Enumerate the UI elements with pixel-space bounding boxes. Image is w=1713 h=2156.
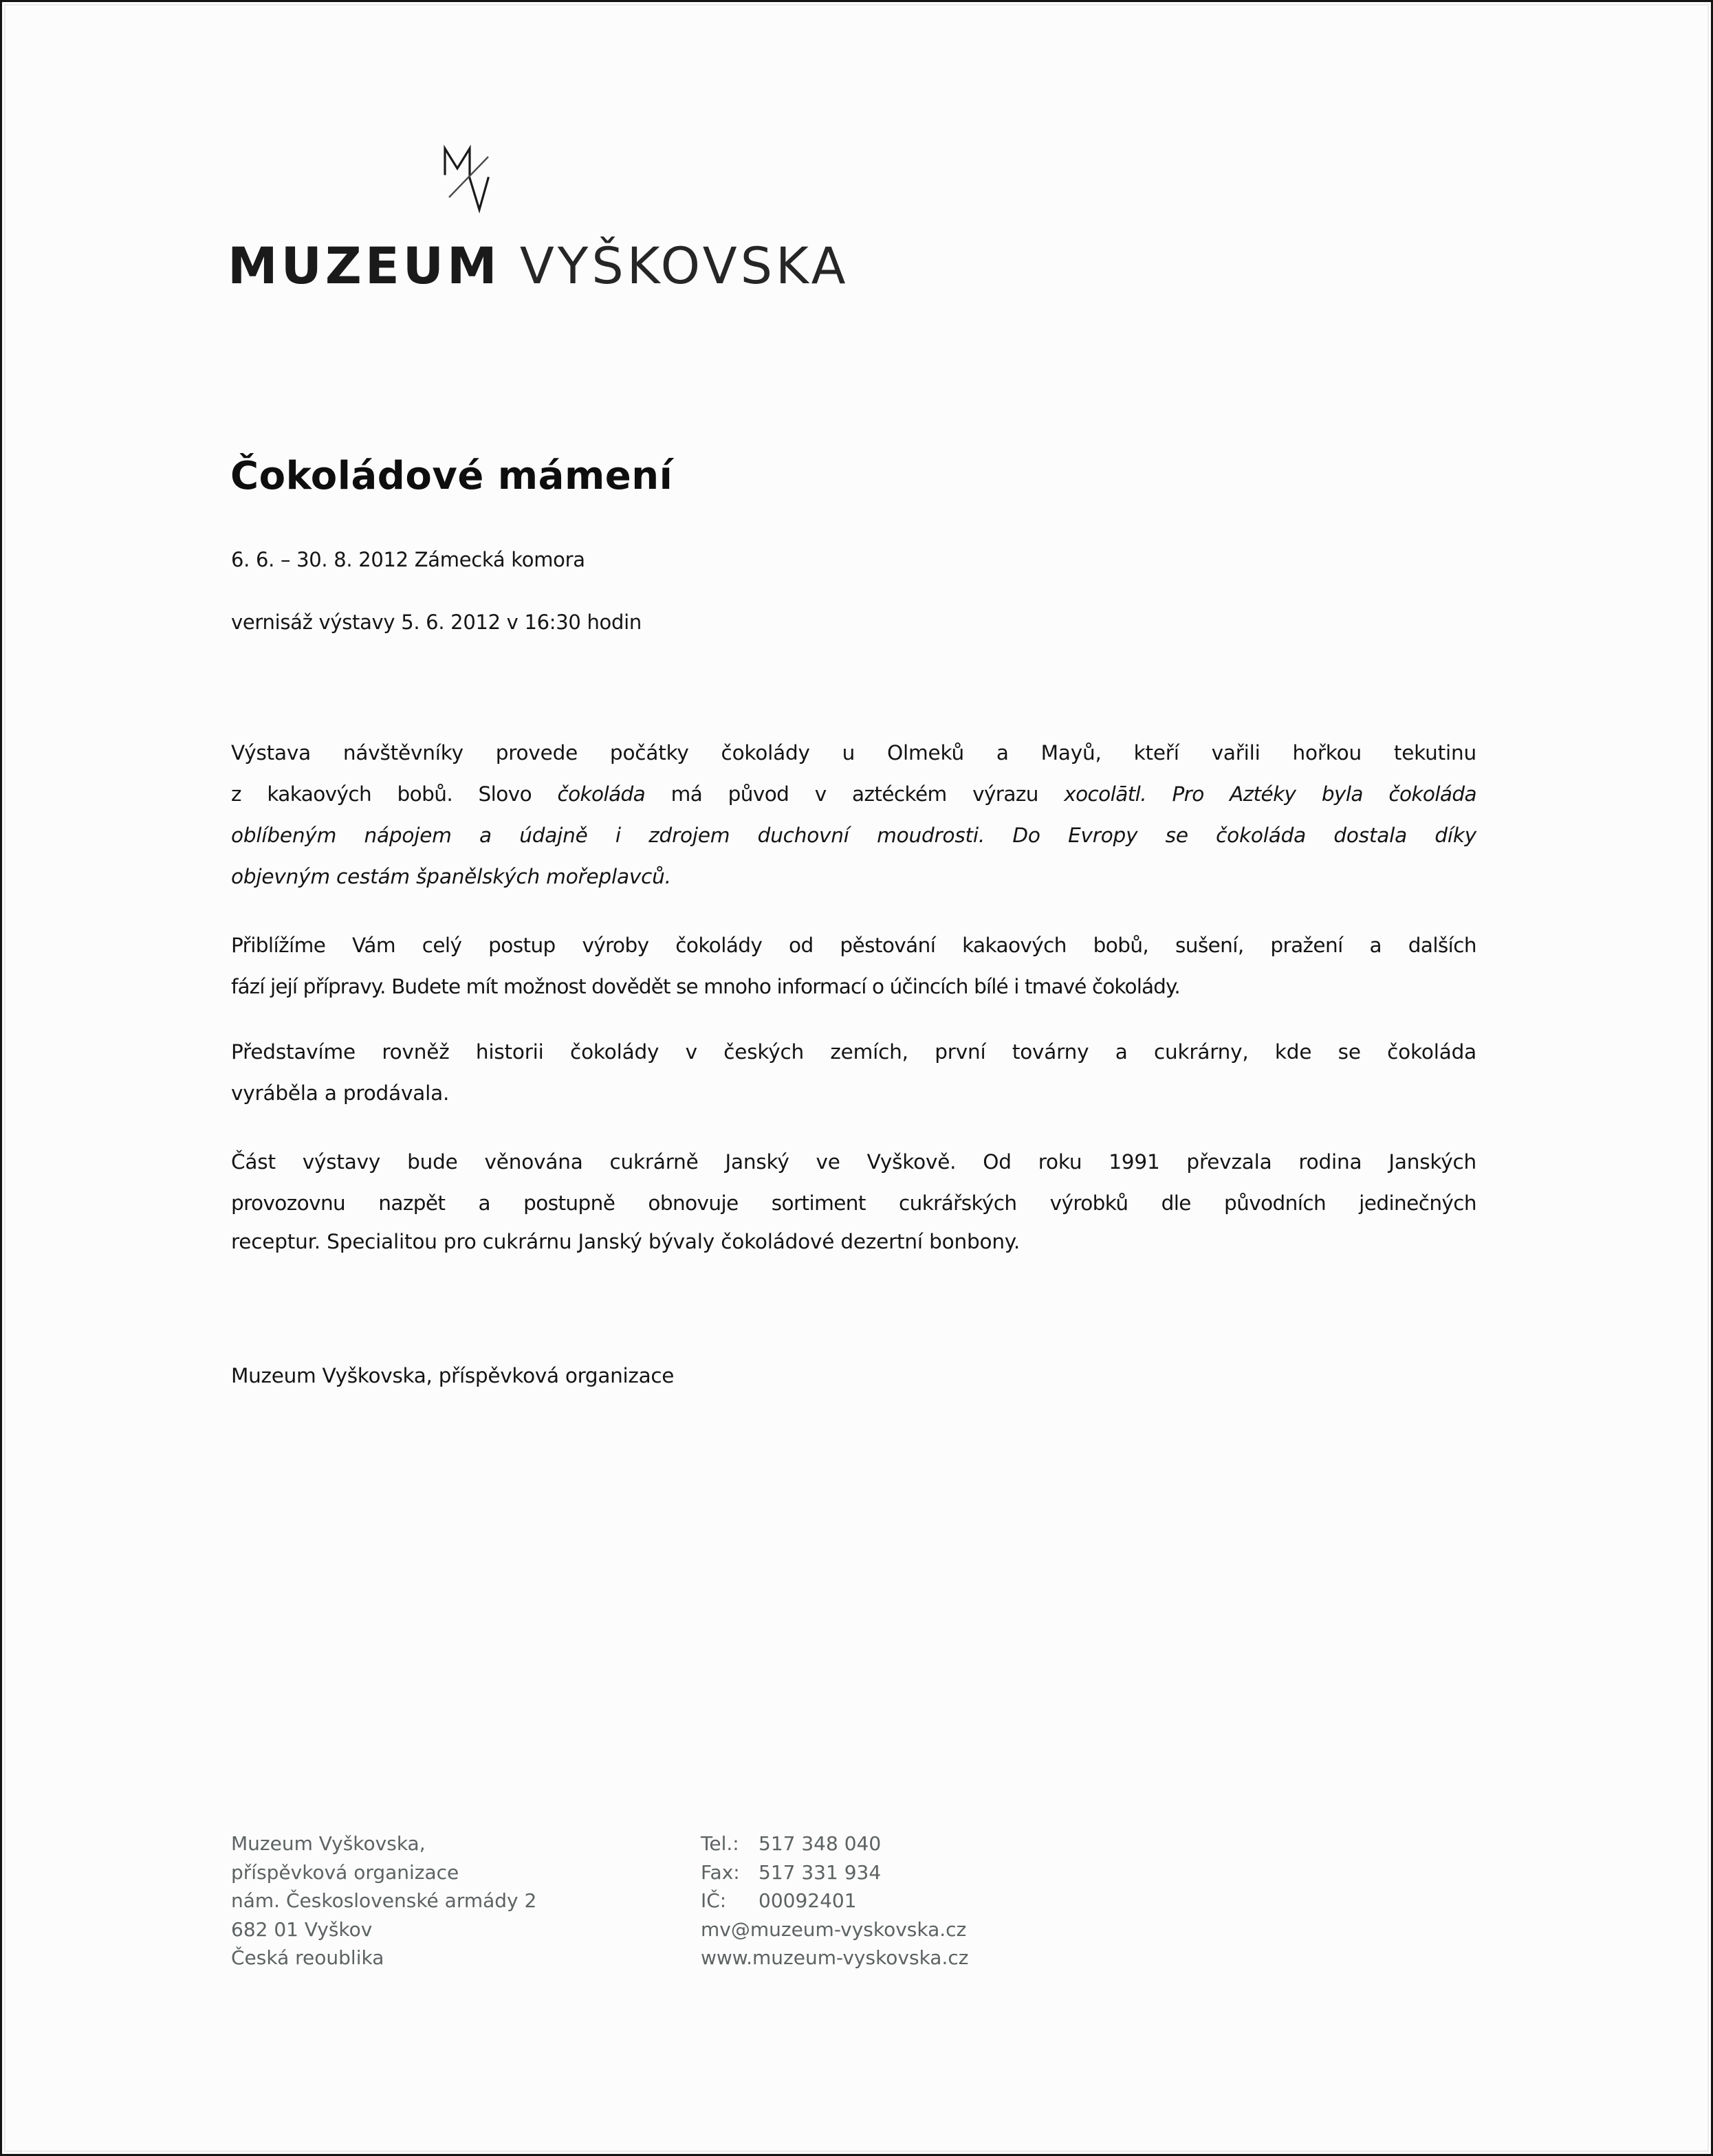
contact-value: 00092401 [759, 1889, 857, 1912]
contact-company-id [701, 1886, 968, 1915]
footer-contacts [701, 1829, 968, 1972]
address-line: Česká reoublika [231, 1946, 384, 1969]
contact-label: IČ: [701, 1889, 727, 1912]
paragraph-line [231, 856, 1476, 897]
contact-email-link[interactable]: mv@muzeum-vyskovska.cz [701, 1917, 967, 1941]
address-line: příspěvková organizace [231, 1860, 459, 1884]
paragraph-intro [231, 732, 1476, 897]
text-run-italic: čokoláda [557, 782, 646, 806]
paragraph-line: fází její přípravy. Budete mít možnost dovědět se mnoho informací o účincích bílé i tmavé čokolády. [231, 975, 1180, 998]
paragraph-line: vyráběla a prodávala. [231, 1081, 450, 1105]
contact-value: 517 331 934 [759, 1860, 882, 1884]
opening-time: vernisáž výstavy 5. 6. 2012 v 16:30 hodin [231, 610, 642, 634]
contact-fax [701, 1858, 968, 1887]
paragraph-line [231, 773, 1476, 815]
museum-logo-monogram-icon [439, 144, 494, 215]
contact-value: 517 348 040 [759, 1832, 882, 1855]
paragraph-line: Část výstavy bude věnována cukrárně Janský ve Vyškově. Od roku 1991 převzala rodina Janských [231, 1150, 1476, 1174]
text-run: z kakaových bobů. Slovo [231, 782, 558, 806]
signature-organization: Muzeum Vyškovska, příspěvková organizace [231, 1364, 675, 1387]
exhibition-dates: 6. 6. – 30. 8. 2012 Zámecká komora [231, 548, 585, 571]
text-run-italic: objevným cestám španělských mořeplavců. [231, 865, 671, 888]
paragraph-jansky [231, 1141, 1476, 1262]
logo-letter-m [445, 148, 470, 175]
document-title: Čokoládové mámení [230, 454, 673, 498]
paragraph-line: provozovnu nazpět a postupně obnovuje sortiment cukrářských výrobků dle původních jedinečných [231, 1191, 1476, 1215]
contact-website-link[interactable]: www.muzeum-vyskovska.cz [701, 1946, 969, 1969]
museum-wordmark [228, 239, 849, 294]
paragraph-production [231, 925, 1476, 1006]
text-run-italic: oblíbeným nápojem a údajně i zdrojem duchovní moudrosti. Do Evropy se čokoláda dostala díky [231, 824, 1476, 847]
paragraph-line [231, 815, 1476, 856]
paragraph-line: receptur. Specialitou pro cukrárnu Janský bývaly čokoládové dezertní bonbony. [231, 1230, 1021, 1253]
contact-label: Tel.: [701, 1832, 739, 1855]
wordmark-light: VYŠKOVSKA [519, 237, 849, 296]
address-line: nám. Československé armády 2 [231, 1889, 537, 1912]
paragraph-history [231, 1031, 1476, 1114]
address-line: Muzeum Vyškovska, [231, 1832, 426, 1855]
address-line: 682 01 Vyškov [231, 1917, 373, 1941]
paragraph-line: Představíme rovněž historii čokolády v českých zemích, první továrny a cukrárny, kde se čokoláda [231, 1040, 1476, 1064]
paragraph-line: Výstava návštěvníky provede počátky čokolády u Olmeků a Mayů, kteří vařili hořkou tekutinu [231, 741, 1476, 764]
contact-phone [701, 1829, 968, 1858]
text-run-italic: xocolātl. Pro Aztéky byla čokoláda [1064, 782, 1477, 806]
footer-address [231, 1829, 536, 1972]
text-run: má původ v aztéckém výrazu [645, 782, 1065, 806]
wordmark-bold: MUZEUM [228, 237, 501, 296]
contact-label: Fax: [701, 1860, 740, 1884]
paragraph-line: Přiblížíme Vám celý postup výroby čokolády od pěstování kakaových bobů, sušení, pražení a dalších [231, 934, 1476, 957]
logo-letter-v [470, 178, 488, 210]
